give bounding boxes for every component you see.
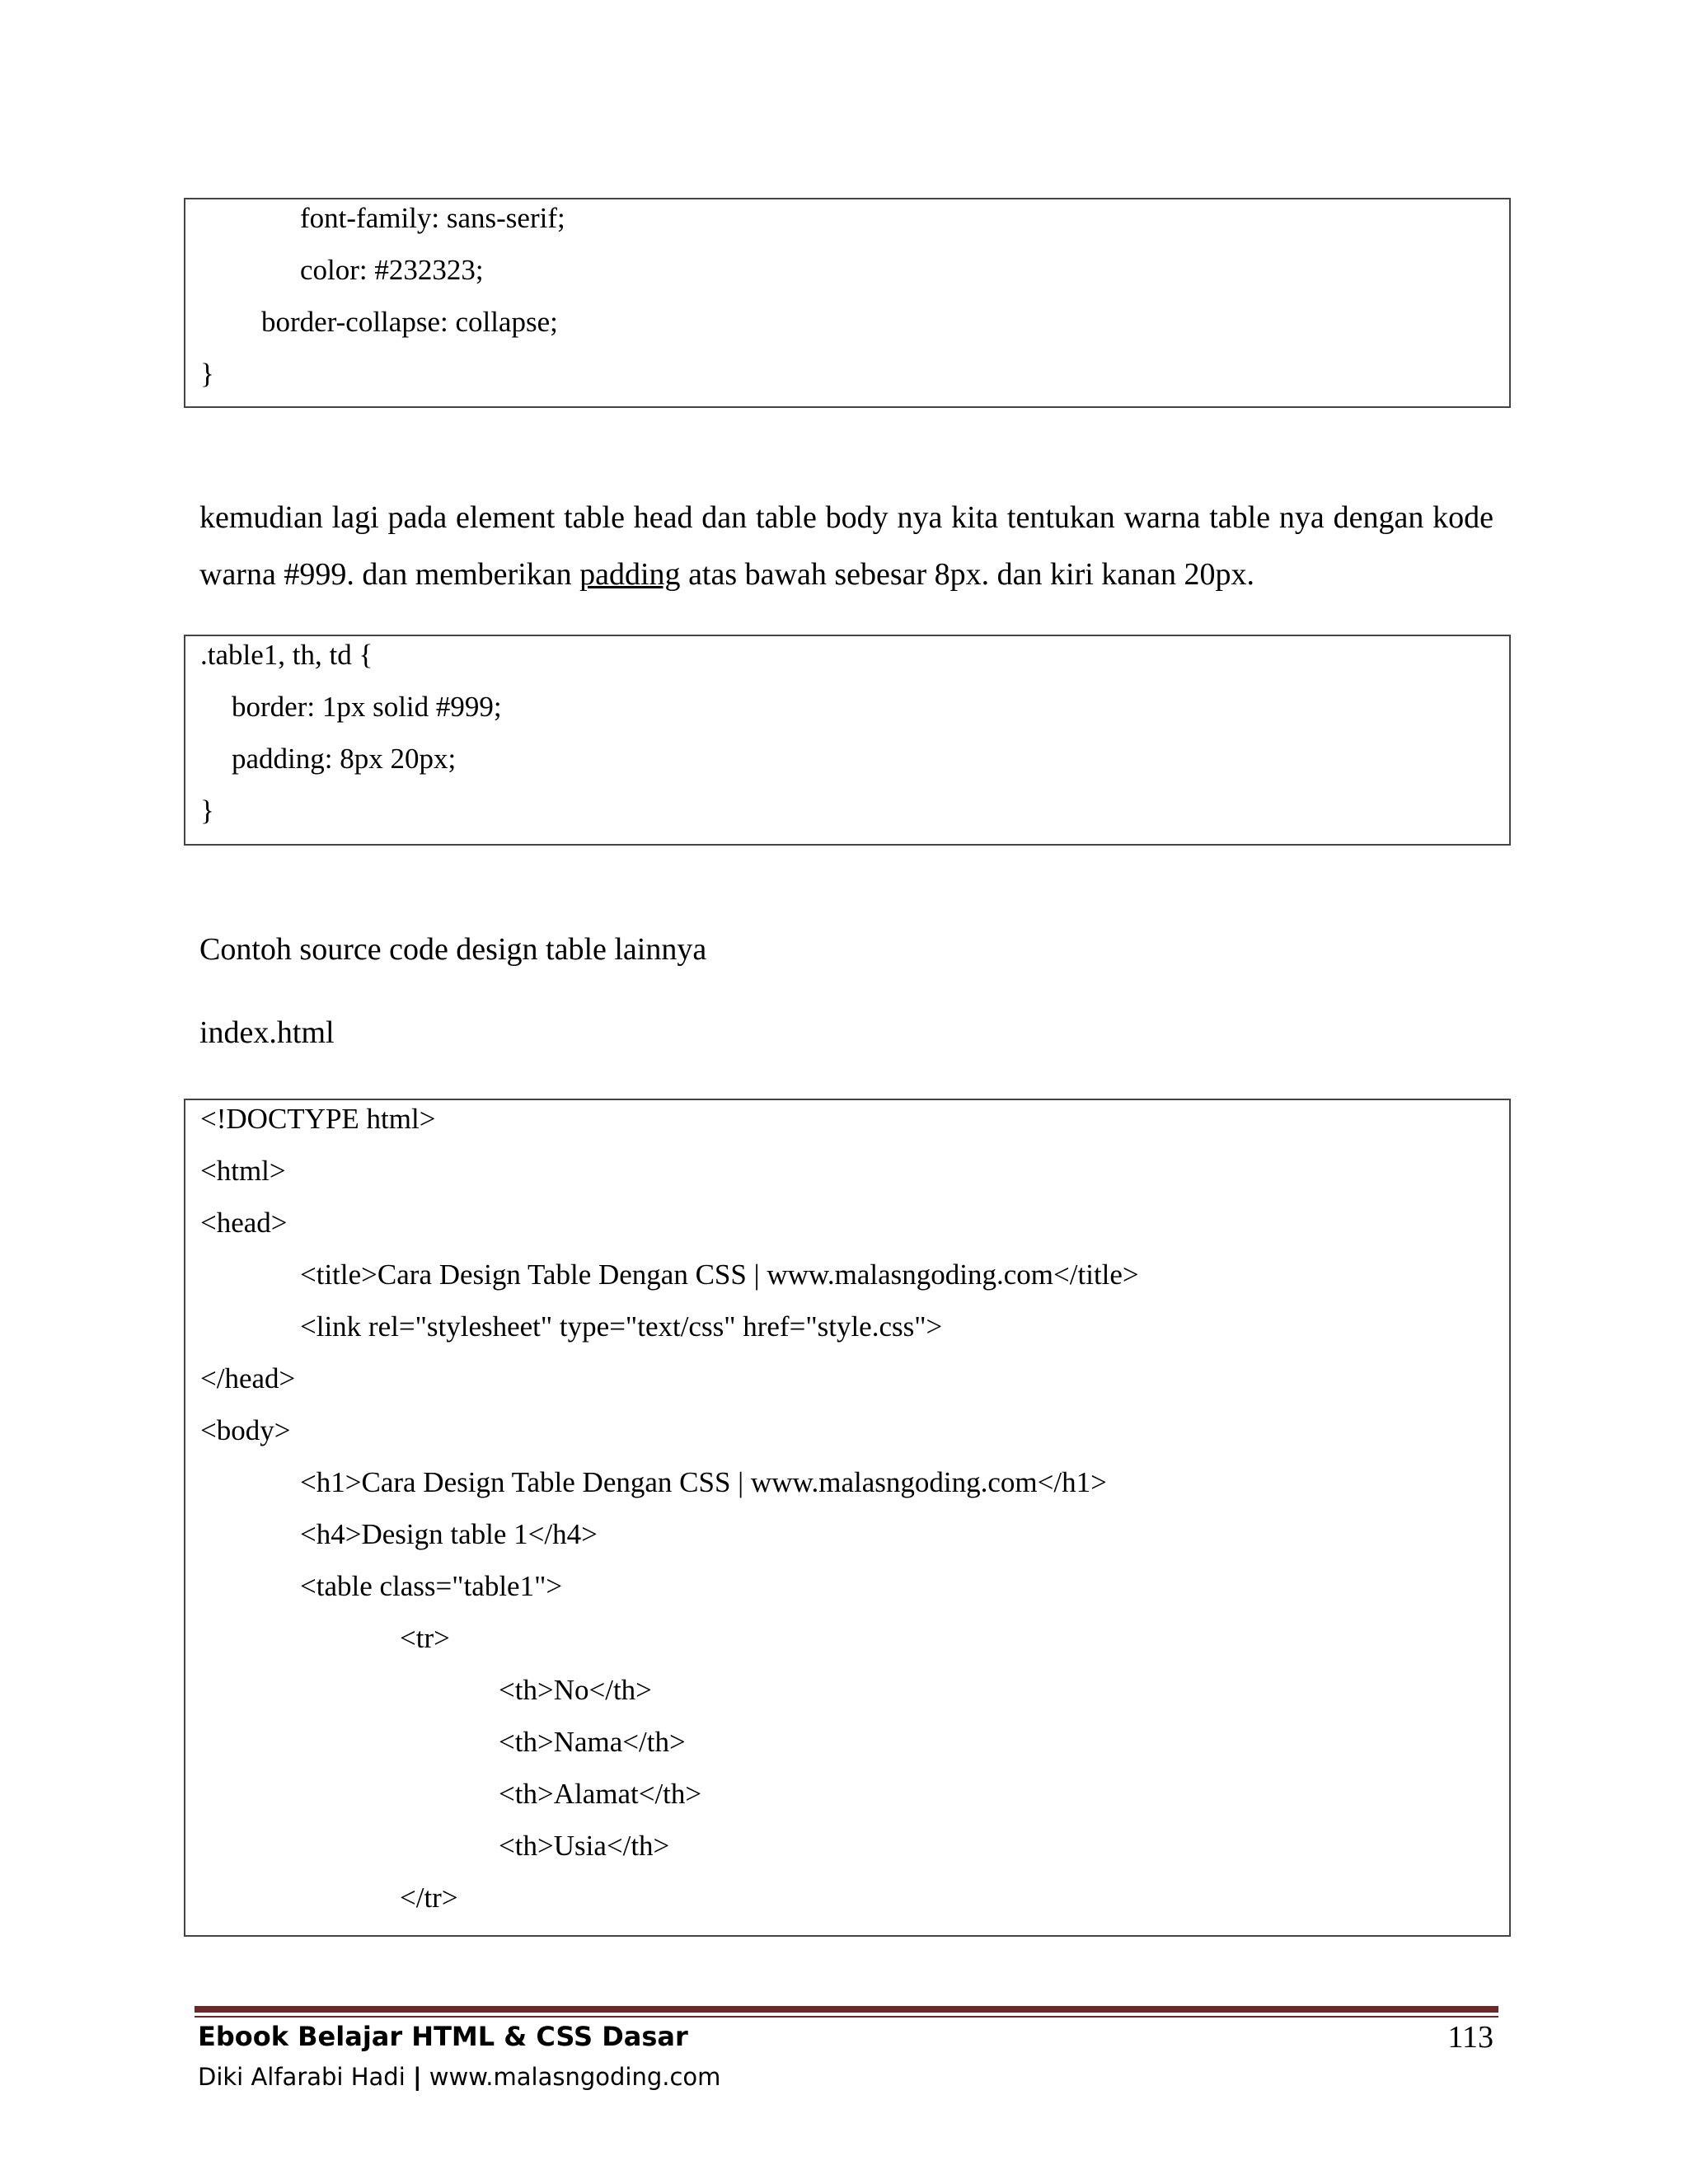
code-line: <h1>Cara Design Table Dengan CSS | www.malasngoding.com</h1> [300,1466,1107,1498]
code-line: <th>Usia</th> [499,1830,670,1862]
underlined-term: padding [579,557,681,592]
code-line: <!DOCTYPE html> [200,1103,436,1135]
code-line: padding: 8px 20px; [232,743,457,775]
footer-author-line [198,2063,720,2091]
code-line: </tr> [400,1882,458,1914]
paragraph-text: atas bawah sebesar 8px. dan kiri kanan 20px. [680,557,1255,592]
code-line: .table1, th, td { [200,639,373,671]
code-line: <th>No</th> [499,1674,652,1706]
footer-website: www.malasngoding.com [429,2063,721,2091]
body-paragraph [199,490,1493,603]
code-line: <h4>Design table 1</h4> [300,1518,598,1550]
footer-separator: | [412,2063,422,2091]
page-number: 113 [1447,2020,1493,2055]
code-line: <head> [200,1207,288,1239]
footer-divider-thin [195,2016,1498,2018]
code-block-html-source [184,1099,1511,1937]
code-line: font-family: sans-serif; [300,202,565,234]
footer-author: Diki Alfarabi Hadi [198,2063,406,2091]
code-line: <link rel="stylesheet" type="text/css" href="style.css"> [300,1310,943,1343]
code-line: border-collapse: collapse; [261,306,558,338]
code-line: } [200,358,214,390]
file-name-label: index.html [199,1015,335,1050]
code-line: <title>Cara Design Table Dengan CSS | www.malasngoding.com</title> [300,1258,1139,1291]
code-line: <th>Alamat</th> [499,1778,702,1810]
code-line: } [200,794,214,827]
code-block-css-table-cells [184,635,1511,846]
footer-divider [195,2006,1498,2013]
code-line: <th>Nama</th> [499,1726,686,1758]
code-line: <table class="table1"> [300,1570,563,1602]
code-line: color: #232323; [300,254,484,286]
section-intro-text: Contoh source code design table lainnya [199,932,707,967]
code-line: <html> [200,1155,286,1187]
code-line: <tr> [400,1622,450,1654]
code-line: border: 1px solid #999; [232,691,502,723]
code-line: <body> [200,1414,291,1446]
code-block-css-continuation [184,198,1511,408]
paragraph-text: kemudian lagi pada element table head dan table body nya kita tentukan warna table nya dengan kode warna #999. dan memberikan [199,500,1493,592]
footer-book-title: Ebook Belajar HTML & CSS Dasar [198,2021,688,2052]
code-line: </head> [200,1362,296,1394]
